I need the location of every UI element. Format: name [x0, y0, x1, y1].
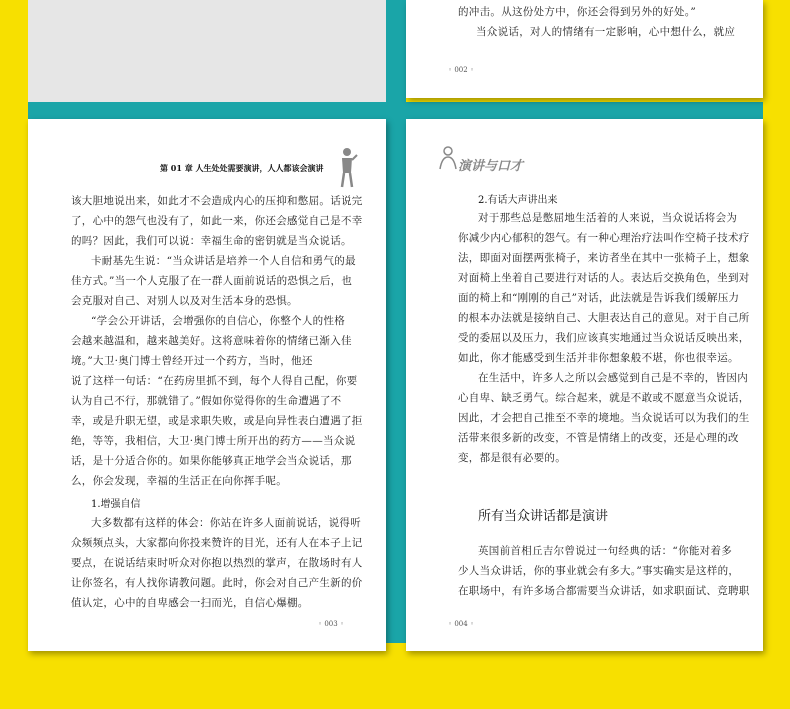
speaker-logo-icon	[436, 145, 460, 171]
right-page	[406, 119, 763, 651]
speaker-figure-icon	[336, 147, 358, 189]
text-line: 要点，在说话结束时听众对你抱以热烈的掌声，在散场时有人	[71, 557, 363, 569]
text-line: 心自卑、缺乏勇气。综合起来，就是不敢或不愿意当众说话，	[458, 392, 750, 404]
left-page	[28, 119, 386, 651]
text-line: 因此，才会把自己推至不幸的境地。当众说话可以为我们的生	[458, 412, 750, 424]
text-line: 面的椅上和“刚刚的自己”对话，此法就是告诉我们缓解压力	[458, 292, 740, 304]
section-title: 所有当众讲话都是演讲	[478, 509, 609, 524]
text-line: 卡耐基先生说：“当众讲话是培养一个人自信和勇气的最	[91, 255, 356, 267]
text-line: 对于那些总是憋屈地生活着的人来说，当众说话将会为	[478, 212, 738, 224]
text-line: 活带来很多新的改变，不管是情绪上的改变，还是心理的改	[458, 432, 739, 444]
text-line: 对面椅上坐着自己要进行对话的人。表达后交换角色，坐到对	[458, 272, 750, 284]
chapter-header: 第 01 章 人生处处需要演讲，人人都该会演讲	[160, 163, 324, 173]
text-line: 值认定，心中的自卑感会一扫而光，自信心爆棚。	[71, 597, 309, 609]
text-line: 话，是十分适合你的。如果你能够真正地学会当众说话，那	[71, 455, 352, 467]
subheading: 2.有话大声讲出来	[478, 195, 558, 206]
text-line: 绝，等等，我相信，大卫·奥门博士所开出的药方——当众说	[71, 435, 356, 447]
text-line: 让你签名，有人找你请教问题。此时，你会对自己产生新的价	[71, 577, 363, 589]
text-line: 众频频点头，大家都向你投来赞许的目光，还有人在本子上记	[71, 537, 363, 549]
text-line: 你减少内心郁积的怨气。有一种心理治疗法叫作空椅子技术疗	[458, 232, 750, 244]
text-line: 变，都是很有必要的。	[458, 452, 566, 464]
page-number: ◦ 003 ◦	[318, 620, 345, 628]
text-line: 佳方式。”当一个人克服了在一群人面前说话的恐惧之后，也	[71, 275, 353, 287]
text-line: 认为自己不行，那就错了。”假如你觉得你的生命遭遇了不	[71, 395, 342, 407]
text-line: 的冲击。从这份处方中，你还会得到另外的好处。”	[458, 6, 697, 18]
text-line: 么，你会发现，幸福的生活正在向你挥手呢。	[71, 475, 287, 487]
top-left-page	[28, 0, 386, 102]
text-line: 该大胆地说出来，如此才不会造成内心的压抑和憋屈。话说完	[71, 195, 363, 207]
page-number: ◦ 002 ◦	[448, 66, 475, 74]
teal-band-top	[386, 0, 406, 110]
text-line: 会克服对自己、对别人以及对生活本身的恐惧。	[71, 295, 298, 307]
text-line: 了，心中的怨气也没有了，如此一来，你还会感觉自己是不幸	[71, 215, 363, 227]
text-line: 当众说话，对人的情绪有一定影响，心中想什么，就应	[476, 26, 736, 38]
text-line: 的根本办法就是接纳自己、大胆表达自己的意见。对于自己所	[458, 312, 750, 324]
text-line: 英国前首相丘吉尔曾说过一句经典的话：“你能对着多	[478, 545, 733, 557]
text-line: 法，即面对面摆两张椅子，来访者坐在其中一张椅子上，想象	[458, 252, 750, 264]
text-line: 境。”大卫·奥门博士曾经开过一个药方，当时，他还	[71, 355, 313, 367]
page-number: ◦ 004 ◦	[448, 620, 475, 628]
top-right-page	[406, 0, 763, 98]
text-line: 会越来越温和，越来越美好。这将意味着你的情绪已渐入佳	[71, 335, 352, 347]
text-line: 说了这样一句话：“在药房里抓不到，每个人得自己配，你要	[71, 375, 358, 387]
logo-text: 演讲与口才	[458, 159, 524, 174]
text-line: 在职场中，有许多场合都需要当众讲话，如求职面试、竞聘职	[458, 585, 750, 597]
text-line: “学会公开讲话，会增强你的自信心，你整个人的性格	[91, 315, 346, 327]
text-line: 大多数都有这样的体会：你站在许多人面前说话，说得听	[91, 517, 361, 529]
text-line: 受的委屈以及压力，我们应该真实地通过当众说话反映出来，	[458, 332, 750, 344]
subheading: 1.增强自信	[91, 499, 141, 510]
text-line: 幸，或是升职无望，或是求职失败，或是向异性表白遭遇了拒	[71, 415, 363, 427]
text-line: 在生活中，许多人之所以会感觉到自己是不幸的，皆因内	[478, 372, 748, 384]
text-line: 少人当众讲话，你的事业就会有多大。”事实确实是这样的，	[458, 565, 740, 577]
text-line: 如此，你才能感受到生活并非你想象般不堪，你也很幸运。	[458, 352, 739, 364]
text-line: 的吗？因此，我们可以说：幸福生命的密钥就是当众说话。	[71, 235, 352, 247]
